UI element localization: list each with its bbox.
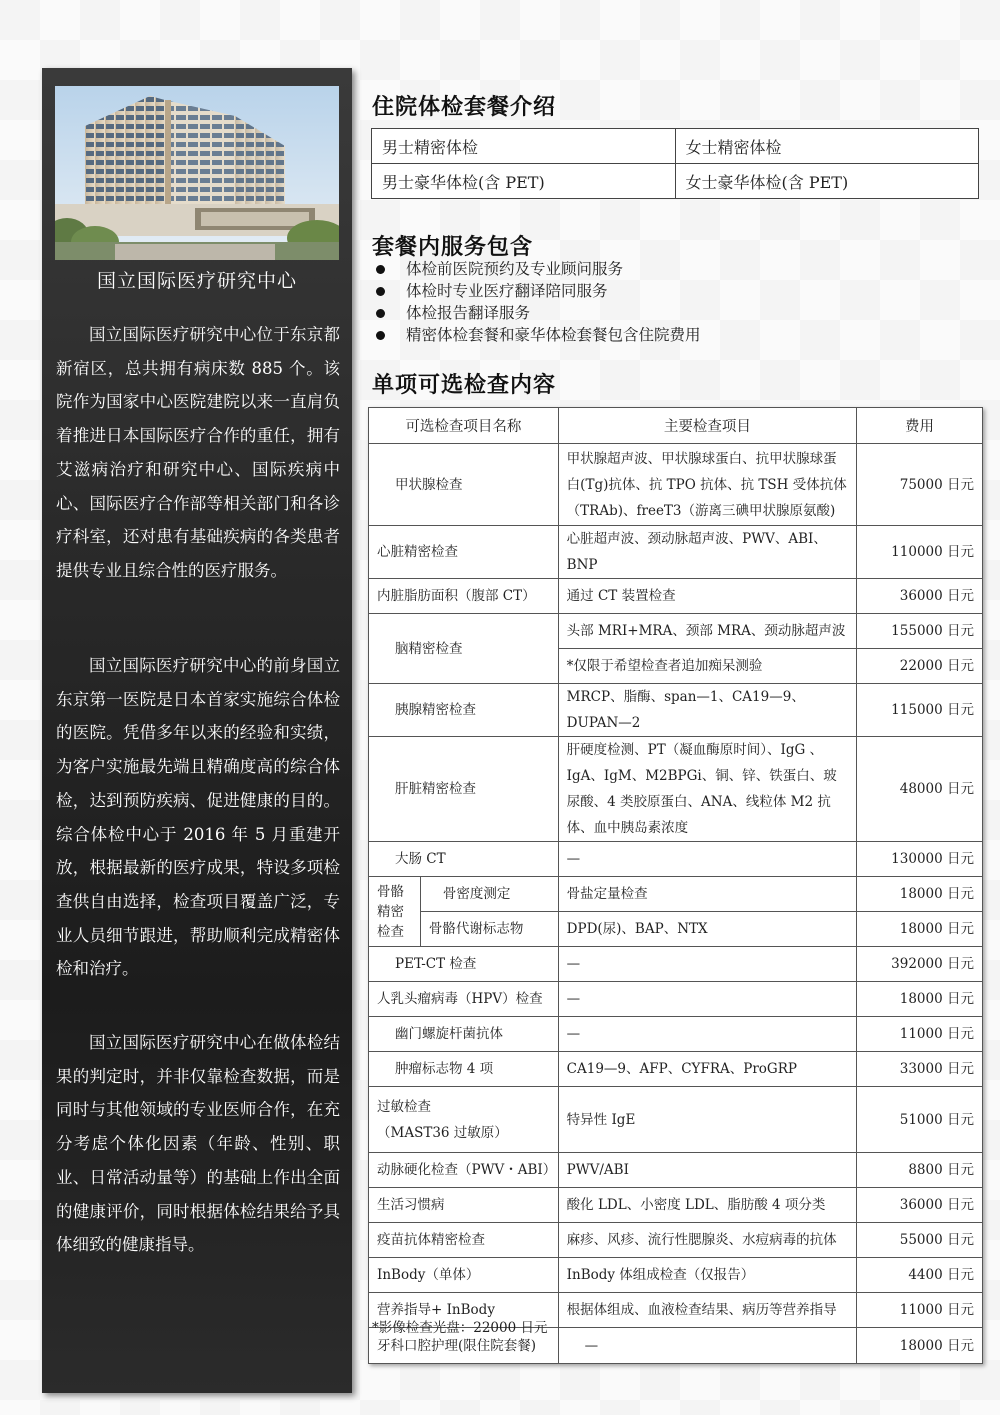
item-main: 头部 MRI+MRA、颈部 MRA、颈动脉超声波 [558,614,856,649]
list-item: 体检报告翻译服务 [372,302,701,324]
table-row [369,842,983,877]
item-name: 牙科口腔护理(限住院套餐) [369,1328,559,1364]
item-fee: 115000 日元 [857,684,983,737]
item-main: 骨盐定量检查 [558,877,856,912]
item-name: 人乳头瘤病毒（HPV）检查 [369,982,559,1017]
bullet-icon [376,265,385,274]
intro-paragraph-1: 国立国际医疗研究中心位于东京都新宿区，总共拥有病床数 885 个。该院作为国家中心医院建院以来一直肩负着推进日本国际医疗合作的重任，拥有艾滋病治疗和研究中心、国际疾病中心、国际医疗合作部等相关部门和各诊疗科室，还对患有基础疾病的各类患者提供专业且综合性的医疗服务。 [56,325,340,580]
table-row [369,444,983,526]
col-header-name: 可选检查项目名称 [369,408,559,444]
package-cell: 女士精密体检 [675,129,979,164]
list-item: 体检时专业医疗翻译陪同服务 [372,280,701,302]
item-name: PET-CT 检查 [369,947,559,982]
item-fee: 18000 日元 [857,912,983,947]
item-main: — [558,1017,856,1052]
table-row [369,1052,983,1087]
intro-paragraph-3: 国立国际医疗研究中心在做体检结果的判定时，并非仅靠检查数据，而是同时与其他领域的专业医师合作，在充分考虑个体化因素（年龄、性别、职业、日常活动量等）的基础上作出全面的健康评价，同时根据体检结果给予具体细致的健康指导。 [56,1033,340,1255]
item-name: 心脏精密检查 [369,526,559,579]
item-name: InBody（单体） [369,1258,559,1293]
col-header-main: 主要检查项目 [558,408,856,444]
item-name: 营养指导+ InBody [369,1293,559,1328]
list-item: 精密体检套餐和豪华体检套餐包含住院费用 [372,324,701,346]
item-fee: 18000 日元 [857,982,983,1017]
col-header-fee: 费用 [857,408,983,444]
item-main: — [558,842,856,877]
item-name-line: 过敏检查 [377,1098,431,1115]
footnote: *影像检查光盘：22000 日元 [372,1320,548,1336]
item-fee: 392000 日元 [857,947,983,982]
hospital-building-photo [55,86,339,260]
table-row [369,1188,983,1223]
item-fee: 8800 日元 [857,1153,983,1188]
item-name: 肿瘤标志物 4 项 [369,1052,559,1087]
hospital-sidebar [42,68,352,1393]
item-name: 骨骼代谢标志物 [420,912,558,947]
bullet-icon [376,287,385,296]
item-fee: 11000 日元 [857,1293,983,1328]
package-cell: 男士精密体检 [372,129,676,164]
item-main: MRCP、脂酶、span—1、CA19—9、DUPAN—2 [558,684,856,737]
packages-table [371,128,979,199]
item-name: 幽门螺旋杆菌抗体 [369,1017,559,1052]
table-row [372,164,979,199]
item-fee: 36000 日元 [857,1188,983,1223]
services-list [372,258,701,346]
table-row [369,1087,983,1153]
bullet-icon [376,331,385,340]
table-row [369,1258,983,1293]
table-row [369,737,983,842]
options-table [368,407,983,1364]
bullet-icon [376,309,385,318]
table-row [369,579,983,614]
item-group: 骨骼精密检查 [369,877,421,947]
table-row [369,877,983,912]
table-row [369,1223,983,1258]
intro-paragraph-2: 国立国际医疗研究中心的前身国立东京第一医院是日本首家实施综合体检的医院。凭借多年以来的经验和实绩，为客户实施最先端且精确度高的综合体检，达到预防疾病、促进健康的目的。综合体检中心于 2016 年 5 月重建开放，根据最新的医疗成果，特设多项检查供自由选择，检查项目覆盖广泛，专业人员细节跟进，帮助顺利完成精密体检和治疗。 [56,656,340,979]
item-fee: 33000 日元 [857,1052,983,1087]
item-main: 通过 CT 装置检查 [558,579,856,614]
table-row [369,912,983,947]
item-fee: 4400 日元 [857,1258,983,1293]
item-name: 大肠 CT [369,842,559,877]
item-fee: 18000 日元 [857,1328,983,1364]
item-main: InBody 体组成检查（仅报告） [558,1258,856,1293]
table-row [369,947,983,982]
table-row [369,526,983,579]
item-name: 胰腺精密检查 [369,684,559,737]
item-fee: 22000 日元 [857,649,983,684]
table-row [369,982,983,1017]
table-row [369,1017,983,1052]
package-cell: 男士豪华体检(含 PET) [372,164,676,199]
item-main: 特异性 IgE [558,1087,856,1153]
item-name: 动脉硬化检查（PWV・ABI） [369,1153,559,1188]
item-name [369,1087,559,1153]
item-fee: 18000 日元 [857,877,983,912]
item-main: 甲状腺超声波、甲状腺球蛋白、抗甲状腺球蛋白(Tg)抗体、抗 TPO 抗体、抗 TSH 受体抗体（TRAb)、freeT3（游离三碘甲状腺原氨酸) [558,444,856,526]
item-main: CA19—9、AFP、CYFRA、ProGRP [558,1052,856,1087]
table-row [369,614,983,649]
item-fee: 51000 日元 [857,1087,983,1153]
table-header-row [369,408,983,444]
item-main: 根据体组成、血液检查结果、病历等营养指导 [558,1293,856,1328]
table-row [372,129,979,164]
package-cell: 女士豪华体检(含 PET) [675,164,979,199]
item-main: *仅限于希望检查者追加痴呆测验 [558,649,856,684]
item-main: — [558,947,856,982]
item-fee: 155000 日元 [857,614,983,649]
item-name: 内脏脂肪面积（腹部 CT） [369,579,559,614]
item-fee: 55000 日元 [857,1223,983,1258]
item-fee: 11000 日元 [857,1017,983,1052]
list-item: 体检前医院预约及专业顾问服务 [372,258,701,280]
item-main: 酸化 LDL、小密度 LDL、脂肪酸 4 项分类 [558,1188,856,1223]
options-heading: 单项可选检查内容 [372,372,557,398]
item-main: — [558,1328,856,1364]
hospital-name: 国立国际医疗研究中心 [96,270,297,292]
item-name: 脑精密检查 [369,614,559,684]
item-main: DPD(尿)、BAP、NTX [558,912,856,947]
item-fee: 75000 日元 [857,444,983,526]
item-main: 肝硬度检测、PT（凝血酶原时间）、IgG 、IgA、IgM、M2BPGi、铜、锌、铁蛋白、玻尿酸、4 类胶原蛋白、ANA、线粒体 M2 抗体、血中胰岛素浓度 [558,737,856,842]
item-fee: 36000 日元 [857,579,983,614]
item-name: 疫苗抗体精密检查 [369,1223,559,1258]
item-main: PWV/ABI [558,1153,856,1188]
item-fee: 48000 日元 [857,737,983,842]
item-fee: 110000 日元 [857,526,983,579]
services-heading: 套餐内服务包含 [372,234,534,260]
item-name: 甲状腺检查 [369,444,559,526]
packages-heading: 住院体检套餐介绍 [372,94,557,120]
item-name: 生活习惯病 [369,1188,559,1223]
item-main: 麻疹、风疹、流行性腮腺炎、水痘病毒的抗体 [558,1223,856,1258]
item-main: — [558,982,856,1017]
table-row [369,684,983,737]
table-row [369,1153,983,1188]
item-name: 骨密度测定 [420,877,558,912]
item-name-line: （MAST36 过敏原） [377,1124,508,1141]
item-name: 肝脏精密检查 [369,737,559,842]
item-fee: 130000 日元 [857,842,983,877]
item-main: 心脏超声波、颈动脉超声波、PWV、ABI、BNP [558,526,856,579]
